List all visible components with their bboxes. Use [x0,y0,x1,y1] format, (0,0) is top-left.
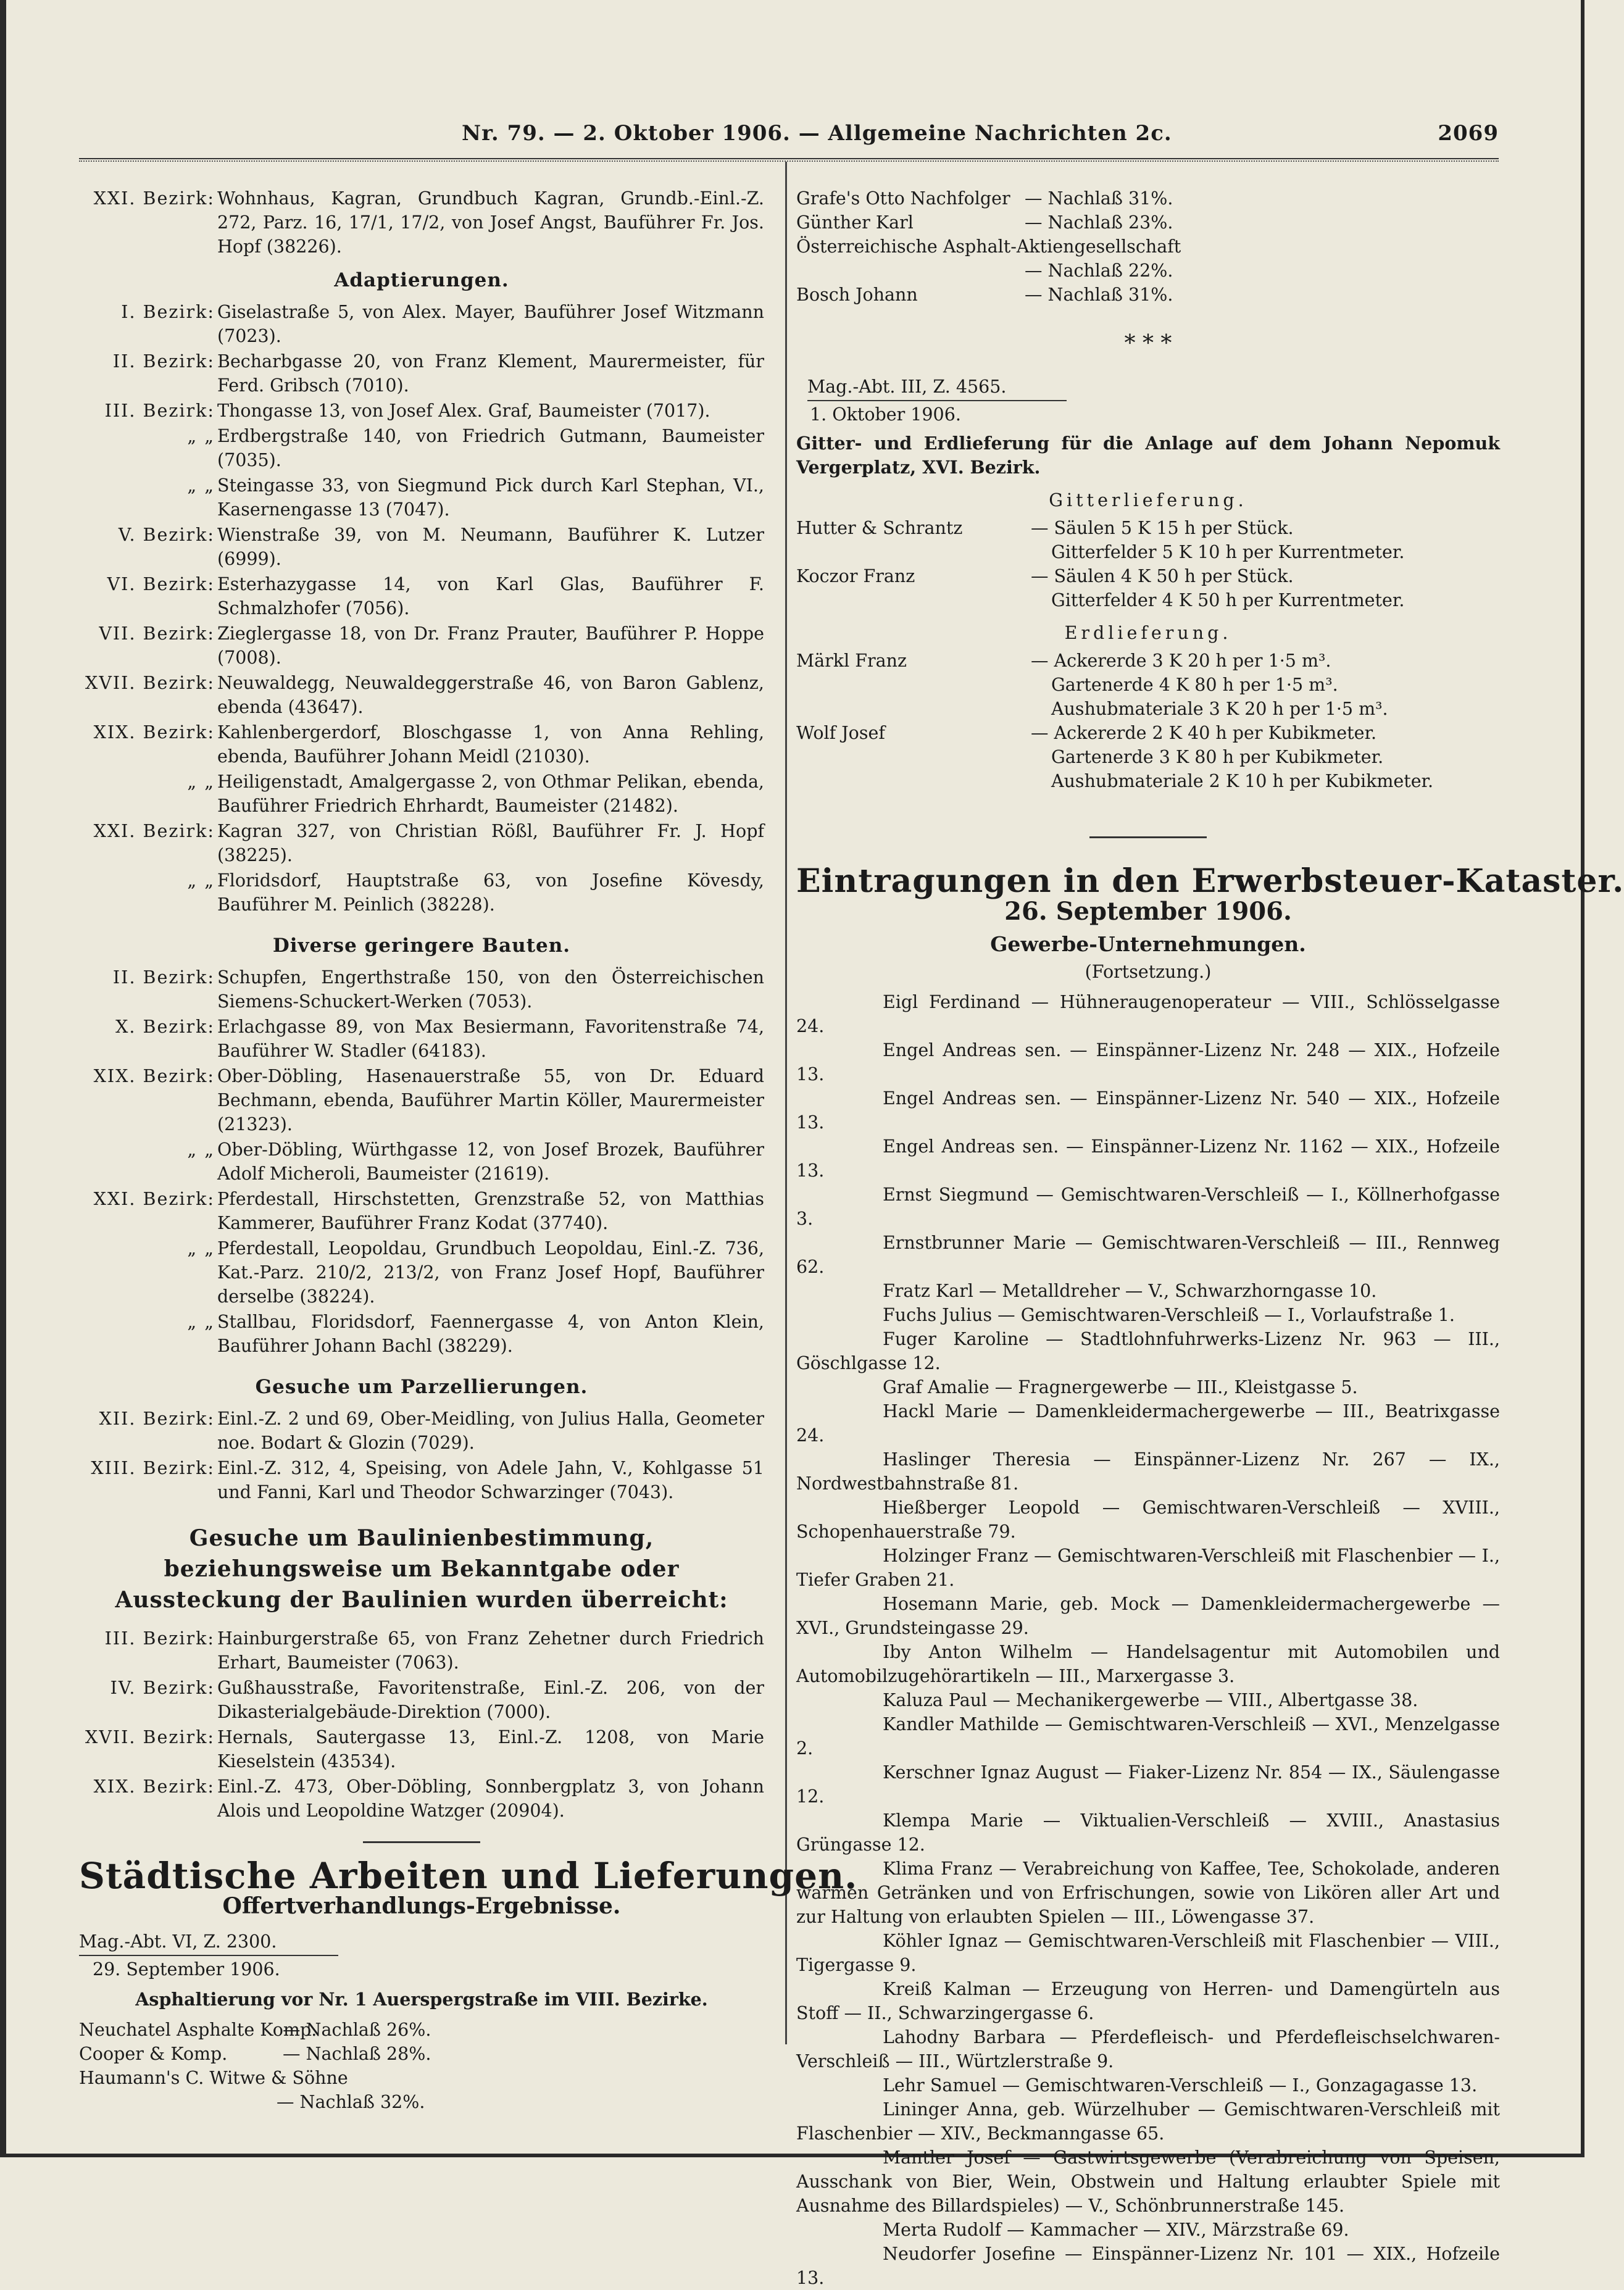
district-label: III. Bezirk: [104,1628,215,1649]
entry-text: Stallbau, Floridsdorf, Faennergasse 4, von Anton Klein, Bauführer Johann Bachl (38229). [217,1312,764,1356]
entry-text: Erdbergstraße 140, von Friedrich Gutmann, Baumeister (7035). [217,426,764,470]
register-entry: Haslinger Theresia — Einspänner-Lizenz Nr. 267 — IX., Nordwestbahnstraße 81. [796,1449,1500,1494]
right-column [796,186,1624,2290]
column-divider [785,162,787,2044]
district-label: XIX. Bezirk: [93,722,215,743]
register-entry: Ernst Siegmund — Gemischtwaren-Verschleiß — I., Köllnerhofgasse 3. [796,1185,1500,1229]
register-entry: Klima Franz — Verabreichung von Kaffee, Tee, Schokolade, anderen warmen Getränken und von Erfrischungen, sowie von Likören aller Art und zur Haltung von erlaubten Spielen — III., Löwengasse 37. [796,1859,1500,1927]
bidder-name: Günther Karl [796,212,914,233]
district-label: XIX. Bezirk: [93,1066,215,1086]
district-entry [79,671,764,719]
heading-baulinien: Gesuche um Baulinienbestimmung, beziehungsweise um Bekanntgabe oder Aussteckung der Baulinien wurden überreicht: [115,1525,728,1613]
entry-text: Heiligenstadt, Amalgergasse 2, von Othmar Pelikan, ebenda, Bauführer Friedrich Ehrhardt, Baumeister (21482). [217,772,764,816]
bidder-name: Neuchatel Asphalte Komp. [79,2020,317,2040]
district-entry [79,720,764,768]
offer-line: Gartenerde 4 K 80 h per 1·5 m³. [1051,675,1338,695]
register-entry: Mantler Josef — Gastwirtsgewerbe (Verabreichung von Speisen, Ausschank von Bier, Wein, Obstwein und Haltung erlaubter Spiele mit Ausnahme des Billardspieles) — V., Schönbrunnerstraße 145. [796,2147,1500,2216]
register-title: Eintragungen in den Erwerbsteuer-Kataster. [796,862,1624,900]
results-mid: — Nachlaß 22%. [1025,260,1173,281]
district-entry [79,1725,764,1773]
register-entry: Engel Andreas sen. — Einspänner-Lizenz Nr. 248 — XIX., Hofzeile 13. [796,1040,1500,1085]
entry-text: Ober-Döbling, Hasenauerstraße 55, von Dr. Eduard Bechmann, ebenda, Bauführer Martin Köller, Maurermeister (21323). [217,1066,764,1135]
register-entry: Lehr Samuel — Gemischtwaren-Verschleiß — I., Gonzagagasse 13. [883,2075,1478,2096]
district-entry [79,868,764,917]
works-title: Städtische Arbeiten und Lieferungen. [79,1855,858,1897]
district-entry [79,424,764,472]
works-date: 29. September 1906. [93,1959,280,1980]
district-label: „ „ [187,772,215,792]
offer-lines [1031,516,1500,564]
district-entry [79,1138,764,1186]
results-row [79,2042,764,2066]
district-label: „ „ [187,870,215,891]
register-entry: Klempa Marie — Viktualien-Verschleiß — XVIII., Anastasius Grüngasse 12. [796,1810,1500,1855]
district-label: „ „ [187,1312,215,1332]
bidder-name: Koczor Franz [796,566,915,586]
entry-text: Kagran 327, von Christian Rößl, Bauführer Fr. J. Hopf (38225). [217,821,764,865]
offer-line: — Ackererde 3 K 20 h per 1·5 m³. [1031,651,1331,671]
gitter-reference: Mag.-Abt. III, Z. 4565. [807,377,1007,397]
page-header [79,115,1499,158]
register-entry: Fuchs Julius — Gemischtwaren-Verschleiß — I., Vorlaufstraße 1. [883,1305,1455,1325]
offer-row [796,649,1500,721]
register-section [796,862,1624,2290]
offer-line: — Säulen 5 K 15 h per Stück. [1031,518,1294,538]
register-entry: Iby Anton Wilhelm — Handelsagentur mit Automobilen und Automobilzugehörartikeln — III., Marxergasse 3. [796,1642,1500,1686]
bidder-name: Bosch Johann [796,285,918,305]
district-entry [79,1310,764,1358]
district-label: XXI. Bezirk: [93,188,215,209]
district-label: „ „ [187,1238,215,1259]
district-entry [79,770,764,818]
entry-text: Kahlenbergerdorf, Bloschgasse 1, von Anna Rehling, ebenda, Bauführer Johann Meidl (21030). [217,722,764,767]
district-entry [79,300,764,348]
entry-text: Neuwaldegg, Neuwaldeggerstraße 46, von Baron Gablenz, ebenda (43647). [217,673,764,717]
district-entry [79,1187,764,1235]
entry-text: Pferdestall, Leopoldau, Grundbuch Leopoldau, Einl.-Z. 736, Kat.-Parz. 210/2, 213/2, von Franz Josef Hopf, Bauführer derselbe (38224). [217,1238,764,1307]
results-tail: — Nachlaß 32%. [277,2092,425,2112]
offer-line: Gartenerde 3 K 80 h per Kubikmeter. [1051,747,1384,767]
gitter-job: Gitter- und Erdlieferung für die Anlage auf dem Johann Nepomuk Vergerplatz, XVI. Bezirk. [796,433,1500,478]
district-label: XIII. Bezirk: [91,1458,215,1478]
district-label: II. Bezirk: [112,967,215,988]
entry-text: Wohnhaus, Kagran, Grundbuch Kagran, Grundb.-Einl.-Z. 272, Parz. 16, 17/1, 17/2, von Josef Angst, Bauführer Fr. Jos. Hopf (38226). [217,188,764,257]
register-entry: Köhler Ignaz — Gemischtwaren-Verschleiß mit Flaschenbier — VIII., Tigergasse 9. [796,1931,1500,1975]
district-entry [79,1015,764,1063]
register-date: 26. September 1906. [1004,897,1292,926]
register-entry: Kreiß Kalman — Erzeugung von Herren- und Damengürteln aus Stoff — II., Schwarzingergasse 6. [796,1979,1500,2023]
results-row [79,2066,764,2090]
register-entry: Kandler Mathilde — Gemischtwaren-Verschleiß — XVI., Menzelgasse 2. [796,1714,1500,1759]
register-entry: Hießberger Leopold — Gemischtwaren-Verschleiß — XVIII., Schopenhauerstraße 79. [796,1497,1500,1542]
district-entry [79,349,764,398]
register-entry: Kaluza Paul — Mechanikergewerbe — VIII., Albertgasse 38. [883,1690,1418,1710]
offer-line: Aushubmateriale 2 K 10 h per Kubikmeter. [1051,771,1434,791]
district-label: II. Bezirk: [112,351,215,372]
entry-text: Einl.-Z. 473, Ober-Döbling, Sonnbergplatz 3, von Johann Alois und Leopoldine Watzger (20904). [217,1776,764,1821]
results-row [796,283,1500,307]
district-label: „ „ [187,426,215,446]
entry-text: Einl.-Z. 312, 4, Speising, von Adele Jahn, V., Kohlgasse 51 und Fanni, Karl und Theodor Schwarzinger (7043). [217,1458,764,1502]
header-title: Nr. 79. — 2. Oktober 1906. — Allgemeine Nachrichten 2c. [462,121,1172,146]
bidder-result: — Nachlaß 23%. [1025,212,1173,233]
entry-text: Steingasse 33, von Siegmund Pick durch Karl Stephan, VI., Kasernengasse 13 (7047). [217,475,764,520]
entry-text: Wienstraße 39, von M. Neumann, Bauführer K. Lutzer (6999). [217,525,764,569]
gitter-heading: Gitterlieferung. [1049,490,1247,510]
entry-text: Esterhazygasse 14, von Karl Glas, Bauführer F. Schmalzhofer (7056). [217,574,764,618]
register-subtitle: Gewerbe-Unternehmungen. [990,932,1306,956]
results-row [796,186,1500,210]
district-label: XVII. Bezirk: [85,1727,215,1747]
district-entry [79,1064,764,1136]
bidder-result [283,2066,764,2090]
entry-text: Einl.-Z. 2 und 69, Ober-Meidling, von Julius Halla, Geometer noe. Bodart & Glozin (7029). [217,1409,764,1453]
entry-text: Floridsdorf, Hauptstraße 63, von Josefine Kövesdy, Bauführer M. Peinlich (38228). [217,870,764,915]
reference-rule [79,1955,338,1956]
district-entry [79,1456,764,1504]
register-entry: Holzinger Franz — Gemischtwaren-Verschleiß mit Flaschenbier — I., Tiefer Graben 21. [796,1546,1500,1590]
district-label: XXI. Bezirk: [93,1189,215,1209]
district-label: XII. Bezirk: [99,1409,215,1429]
offer-lines [1031,564,1500,612]
district-label: XIX. Bezirk: [93,1776,215,1797]
district-entry [79,622,764,670]
entry-text: Erlachgasse 89, von Max Besiermann, Favoritenstraße 74, Bauführer W. Stadler (64183). [217,1017,764,1061]
district-label: IV. Bezirk: [110,1678,215,1698]
district-label: VI. Bezirk: [107,574,215,594]
register-entry: Neudorfer Josefine — Einspänner-Lizenz Nr. 101 — XIX., Hofzeile 13. [796,2244,1500,2288]
district-entry [79,523,764,571]
district-label: „ „ [187,475,215,496]
heading-adaptierungen: Adaptierungen. [334,269,509,291]
section-divider [363,1841,480,1843]
register-entry: Merta Rudolf — Kammacher — XIV., Märzstraße 69. [883,2220,1349,2240]
district-entry [79,819,764,867]
district-entry [79,473,764,522]
district-label: V. Bezirk: [118,525,215,545]
bidder-name: Österreichische Asphalt-Aktiengesellschaft [796,236,1181,257]
page-number: 2069 [1438,121,1499,146]
offer-row [796,721,1500,793]
heading-parzellierungen: Gesuche um Parzellierungen. [255,1376,588,1398]
register-entry: Eigl Ferdinand — Hühneraugenoperateur — VIII., Schlösselgasse 24. [796,992,1500,1036]
district-entry [79,572,764,620]
bidder-name: Märkl Franz [796,651,907,671]
entry-text: Pferdestall, Hirschstetten, Grenzstraße 52, von Matthias Kammerer, Bauführer Franz Kodat (37740). [217,1189,764,1233]
bidder-name: Grafe's Otto Nachfolger [796,188,1010,209]
reference-rule [807,400,1067,401]
district-entry [79,1626,764,1675]
register-continuation: (Fortsetzung.) [1085,962,1212,982]
results-row [796,235,1500,259]
entry-text: Becharbgasse 20, von Franz Klement, Maurermeister, für Ferd. Gribsch (7010). [217,351,764,396]
bidder-result [1025,235,1500,259]
section-divider [1089,836,1207,838]
bidder-result: — Nachlaß 31%. [1025,285,1173,305]
entry-text: Giselastraße 5, von Alex. Mayer, Bauführer Josef Witzmann (7023). [217,302,764,346]
entry-text: Ober-Döbling, Würthgasse 12, von Josef Brozek, Bauführer Adolf Micheroli, Baumeister (21619). [217,1139,764,1184]
district-label: III. Bezirk: [104,401,215,421]
offer-line: Aushubmateriale 3 K 20 h per 1·5 m³. [1051,699,1388,719]
district-entry [79,399,764,423]
register-entry: Fuger Karoline — Stadtlohnfuhrwerks-Lizenz Nr. 963 — III., Göschlgasse 12. [796,1329,1500,1373]
register-entry: Lahodny Barbara — Pferdefleisch- und Pferdefleischselchwaren-Verschleiß — III., Würtzlerstraße 9. [796,2027,1500,2071]
results-row [796,210,1500,235]
district-entry [79,1407,764,1455]
offer-line: — Säulen 4 K 50 h per Stück. [1031,566,1294,586]
district-label: VII. Bezirk: [99,623,215,644]
entry-text: Zieglergasse 18, von Dr. Franz Prauter, Bauführer P. Hoppe (7008). [217,623,764,668]
gitter-date: 1. Oktober 1906. [810,404,961,425]
district-entry [79,1676,764,1724]
district-label: I. Bezirk: [121,302,215,322]
bidder-name: Haumann's C. Witwe & Söhne [79,2068,348,2088]
bidder-name: Cooper & Komp. [79,2044,228,2064]
bidder-name: Hutter & Schrantz [796,518,963,538]
offer-line: — Ackererde 2 K 40 h per Kubikmeter. [1031,723,1377,743]
header-rule [79,158,1499,162]
offer-row [796,564,1500,612]
bidder-result: — Nachlaß 26%. [283,2020,431,2040]
heading-diverse-bauten: Diverse geringere Bauten. [272,935,571,957]
district-label: X. Bezirk: [115,1017,215,1037]
entry-text: Schupfen, Engerthstraße 150, von den Österreichischen Siemens-Schuckert-Werken (7053). [217,967,764,1012]
district-entry [79,1236,764,1309]
register-entry: Lininger Anna, geb. Würzelhuber — Gemischtwaren-Verschleiß mit Flaschenbier — XIV., Beckmanngasse 65. [796,2099,1500,2144]
works-job: Asphaltierung vor Nr. 1 Auerspergstraße im VIII. Bezirke. [135,1989,708,2010]
register-entry: Engel Andreas sen. — Einspänner-Lizenz Nr. 1162 — XIX., Hofzeile 13. [796,1136,1500,1181]
district-label: XXI. Bezirk: [93,821,215,841]
register-entry: Kerschner Ignaz August — Fiaker-Lizenz Nr. 854 — IX., Säulengasse 12. [796,1762,1500,1807]
district-entry [79,1775,764,1823]
offer-line: Gitterfelder 5 K 10 h per Kurrentmeter. [1051,542,1405,562]
district-label: „ „ [187,1139,215,1160]
offer-line: Gitterfelder 4 K 50 h per Kurrentmeter. [1051,590,1405,610]
entry-text: Gußhausstraße, Favoritenstraße, Einl.-Z. 206, von der Dikasterialgebäude-Direktion (7000). [217,1678,764,1722]
results-row [79,2018,764,2042]
register-entry: Engel Andreas sen. — Einspänner-Lizenz Nr. 540 — XIX., Hofzeile 13. [796,1088,1500,1133]
register-entry: Graf Amalie — Fragnergewerbe — III., Kleistgasse 5. [883,1377,1358,1397]
works-subtitle: Offertverhandlungs-Ergebnisse. [222,1893,621,1919]
register-entry: Fratz Karl — Metalldreher — V., Schwarzhorngasse 10. [883,1281,1377,1301]
separator-stars: * * * [1124,331,1172,356]
bidder-result: — Nachlaß 28%. [283,2044,431,2064]
offer-lines [1031,721,1500,793]
register-entry: Hosemann Marie, geb. Mock — Damenkleidermachergewerbe — XVI., Grundsteingasse 29. [796,1594,1500,1638]
entry-text: Hainburgerstraße 65, von Franz Zehetner durch Friedrich Erhart, Baumeister (7063). [217,1628,764,1673]
entry-text: Thongasse 13, von Josef Alex. Graf, Baumeister (7017). [217,401,710,421]
works-reference: Mag.-Abt. VI, Z. 2300. [79,1931,277,1952]
offer-lines [1031,649,1500,721]
register-entry: Hackl Marie — Damenkleidermachergewerbe — III., Beatrixgasse 24. [796,1401,1500,1446]
register-entry: Ernstbrunner Marie — Gemischtwaren-Verschleiß — III., Rennweg 62. [796,1233,1500,1277]
erd-heading: Erdlieferung. [1064,623,1232,643]
entry-text: Hernals, Sautergasse 13, Einl.-Z. 1208, von Marie Kieselstein (43534). [217,1727,764,1772]
bidder-name: Wolf Josef [796,723,885,743]
bidder-result: — Nachlaß 31%. [1025,188,1173,209]
offer-row [796,516,1500,564]
district-label: XVII. Bezirk: [85,673,215,693]
district-entry [79,965,764,1014]
district-entry [79,186,764,259]
